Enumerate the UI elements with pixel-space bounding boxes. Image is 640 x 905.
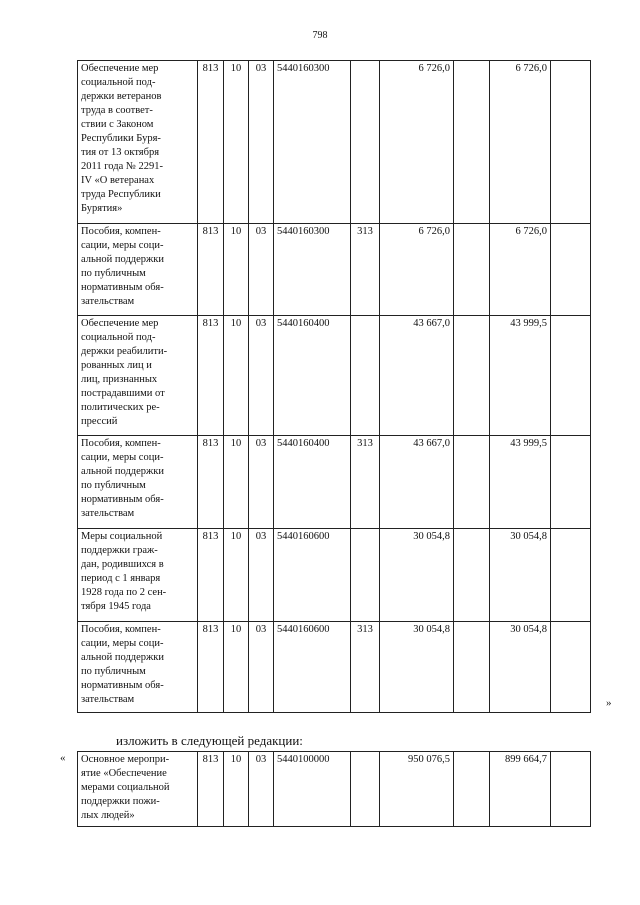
subsection-cell: 03	[249, 224, 274, 316]
subsection-cell: 03	[249, 316, 274, 436]
grbs-cell: 813	[198, 622, 224, 713]
row-name: Обеспечение мер социальной под- держки реабилити- рованных лиц и лиц, признанных пострадавшими от политических ре- прессий	[81, 318, 168, 427]
grbs-cell: 813	[198, 316, 224, 436]
row-name: Пособия, компен- сации, меры соци- альной поддержки по публичным нормативным обя- зательствам	[81, 226, 165, 307]
section-cell: 10	[224, 316, 249, 436]
opening-quote-mark: «	[60, 752, 66, 764]
subsection-cell: 03	[249, 622, 274, 713]
empty-cell	[454, 752, 490, 827]
expense-type-cell: 313	[351, 436, 380, 529]
empty-cell	[454, 61, 490, 224]
expense-type-cell	[351, 61, 380, 224]
empty-cell	[551, 436, 591, 529]
empty-cell	[551, 752, 591, 827]
grbs-cell: 813	[198, 224, 224, 316]
budget-table-new-edition	[77, 751, 591, 827]
subsection-cell: 03	[249, 436, 274, 529]
amount-second-year-cell: 30 054,8	[490, 529, 551, 622]
empty-cell	[551, 316, 591, 436]
grbs-cell: 813	[198, 61, 224, 224]
expense-type-cell	[351, 316, 380, 436]
table-row	[78, 61, 591, 224]
table-row	[78, 316, 591, 436]
row-name: Пособия, компен- сации, меры соци- альной поддержки по публичным нормативным обя- зательствам	[81, 624, 165, 705]
page-number: 798	[312, 30, 328, 41]
target-article-cell: 5440160600	[274, 622, 351, 713]
amount-second-year-cell: 899 664,7	[490, 752, 551, 827]
subsection-cell: 03	[249, 529, 274, 622]
amount-first-year-cell: 43 667,0	[380, 436, 454, 529]
budget-table-current	[77, 60, 591, 713]
target-article-cell: 5440160600	[274, 529, 351, 622]
row-name: Основное меропри- ятие «Обеспечение мерами социальной поддержки пожи- лых людей»	[81, 754, 170, 821]
target-article-cell: 5440160400	[274, 316, 351, 436]
amount-first-year-cell: 6 726,0	[380, 61, 454, 224]
empty-cell	[551, 224, 591, 316]
target-article-cell: 5440160300	[274, 224, 351, 316]
empty-cell	[454, 224, 490, 316]
table-row	[78, 529, 591, 622]
table-row	[78, 224, 591, 316]
empty-cell	[454, 316, 490, 436]
closing-quote-mark: »	[606, 697, 612, 709]
empty-cell	[551, 529, 591, 622]
empty-cell	[551, 622, 591, 713]
section-cell: 10	[224, 61, 249, 224]
target-article-cell: 5440160400	[274, 436, 351, 529]
amount-second-year-cell: 43 999,5	[490, 316, 551, 436]
grbs-cell: 813	[198, 752, 224, 827]
amount-first-year-cell: 43 667,0	[380, 316, 454, 436]
grbs-cell: 813	[198, 436, 224, 529]
table-row	[78, 752, 591, 827]
table-row	[78, 436, 591, 529]
section-cell: 10	[224, 224, 249, 316]
section-cell: 10	[224, 529, 249, 622]
amount-first-year-cell: 950 076,5	[380, 752, 454, 827]
amendment-statement: изложить в следующей редакции:	[116, 733, 303, 748]
target-article-cell: 5440160300	[274, 61, 351, 224]
section-cell: 10	[224, 622, 249, 713]
empty-cell	[454, 529, 490, 622]
empty-cell	[454, 622, 490, 713]
subsection-cell: 03	[249, 61, 274, 224]
subsection-cell: 03	[249, 752, 274, 827]
target-article-cell: 5440100000	[274, 752, 351, 827]
amount-second-year-cell: 43 999,5	[490, 436, 551, 529]
grbs-cell: 813	[198, 529, 224, 622]
table-row	[78, 622, 591, 713]
row-name: Пособия, компен- сации, меры соци- альной поддержки по публичным нормативным обя- зательствам	[81, 438, 165, 519]
empty-cell	[454, 436, 490, 529]
amount-first-year-cell: 6 726,0	[380, 224, 454, 316]
expense-type-cell: 313	[351, 224, 380, 316]
amount-first-year-cell: 30 054,8	[380, 622, 454, 713]
amount-second-year-cell: 6 726,0	[490, 224, 551, 316]
row-name: Меры социальной поддержки граж- дан, родившихся в период с 1 января 1928 года по 2 сен- тября 1945 года	[81, 531, 167, 612]
amount-second-year-cell: 30 054,8	[490, 622, 551, 713]
amount-first-year-cell: 30 054,8	[380, 529, 454, 622]
row-name: Обеспечение мер социальной под- держки ветеранов труда в соответ- ствии с Законом Республики Буря- тия от 13 октября 2011 года № 2291- IV «О ветеранах труда Республики Бурятия»	[81, 63, 163, 214]
expense-type-cell	[351, 752, 380, 827]
amount-second-year-cell: 6 726,0	[490, 61, 551, 224]
expense-type-cell	[351, 529, 380, 622]
expense-type-cell: 313	[351, 622, 380, 713]
section-cell: 10	[224, 436, 249, 529]
empty-cell	[551, 61, 591, 224]
section-cell: 10	[224, 752, 249, 827]
